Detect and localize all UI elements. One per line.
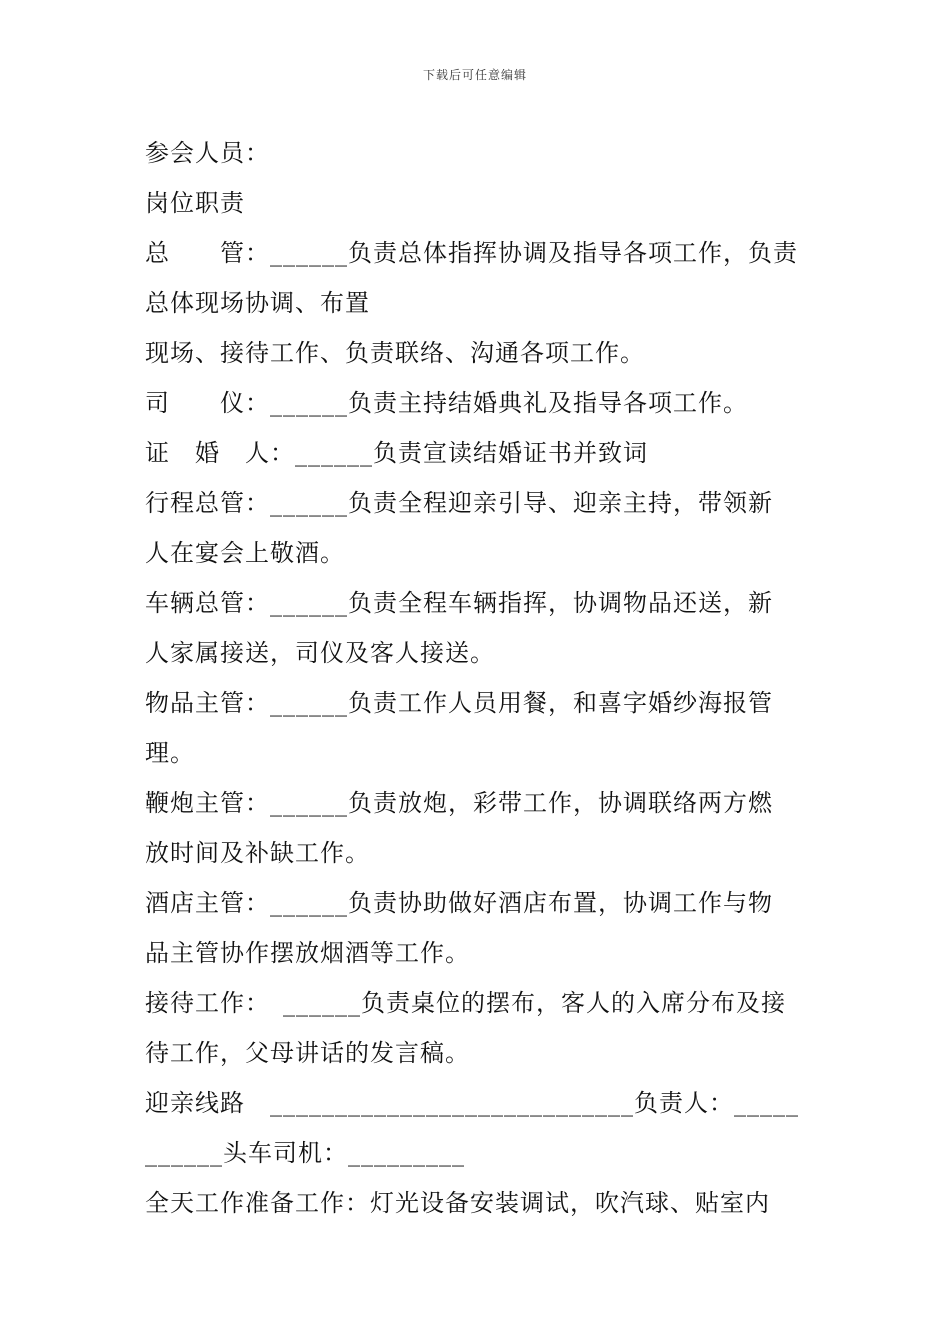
duty-witness: 证 婚 人：______负责宣读结婚证书并致词 (145, 439, 648, 467)
pickup-route-cont: ______头车司机：_________ (145, 1139, 465, 1167)
duty-vehicle-manager-cont: 人家属接送，司仪及客人接送。 (145, 639, 495, 667)
duty-itinerary-manager-cont: 人在宴会上敬酒。 (145, 539, 345, 567)
duty-supplies-manager-cont: 理。 (145, 739, 195, 767)
attendees-label: 参会人员： (145, 139, 270, 167)
document-body (145, 128, 807, 1228)
duty-general-manager: 总 管：______负责总体指挥协调及指导各项工作，负责 (145, 239, 798, 267)
section-title-duties: 岗位职责 (145, 189, 245, 217)
duty-hotel-manager: 酒店主管：______负责协助做好酒店布置，协调工作与物 (145, 889, 773, 917)
duty-vehicle-manager: 车辆总管：______负责全程车辆指挥，协调物品还送，新 (145, 589, 773, 617)
duty-firecracker-manager-cont: 放时间及补缺工作。 (145, 839, 370, 867)
duty-reception-cont: 待工作，父母讲话的发言稿。 (145, 1039, 470, 1067)
duty-hotel-manager-cont: 品主管协作摆放烟酒等工作。 (145, 939, 470, 967)
duty-supplies-manager: 物品主管：______负责工作人员用餐，和喜字婚纱海报管 (145, 689, 773, 717)
duty-reception: 接待工作： ______负责桌位的摆布，客人的入席分布及接 (145, 989, 786, 1017)
duty-emcee: 司 仪：______负责主持结婚典礼及指导各项工作。 (145, 389, 748, 417)
all-day-preparation: 全天工作准备工作：灯光设备安装调试，吹汽球、贴室内 (145, 1189, 770, 1217)
duty-firecracker-manager: 鞭炮主管：______负责放炮，彩带工作，协调联络两方燃 (145, 789, 773, 817)
duty-general-manager-cont-2: 现场、接待工作、负责联络、沟通各项工作。 (145, 339, 645, 367)
page-header-note: 下载后可任意编辑 (422, 68, 527, 82)
duty-general-manager-cont: 总体现场协调、布置 (145, 289, 370, 317)
duty-itinerary-manager: 行程总管：______负责全程迎亲引导、迎亲主持，带领新 (145, 489, 773, 517)
pickup-route: 迎亲线路 ____________________________负责人：_____ (145, 1089, 799, 1117)
